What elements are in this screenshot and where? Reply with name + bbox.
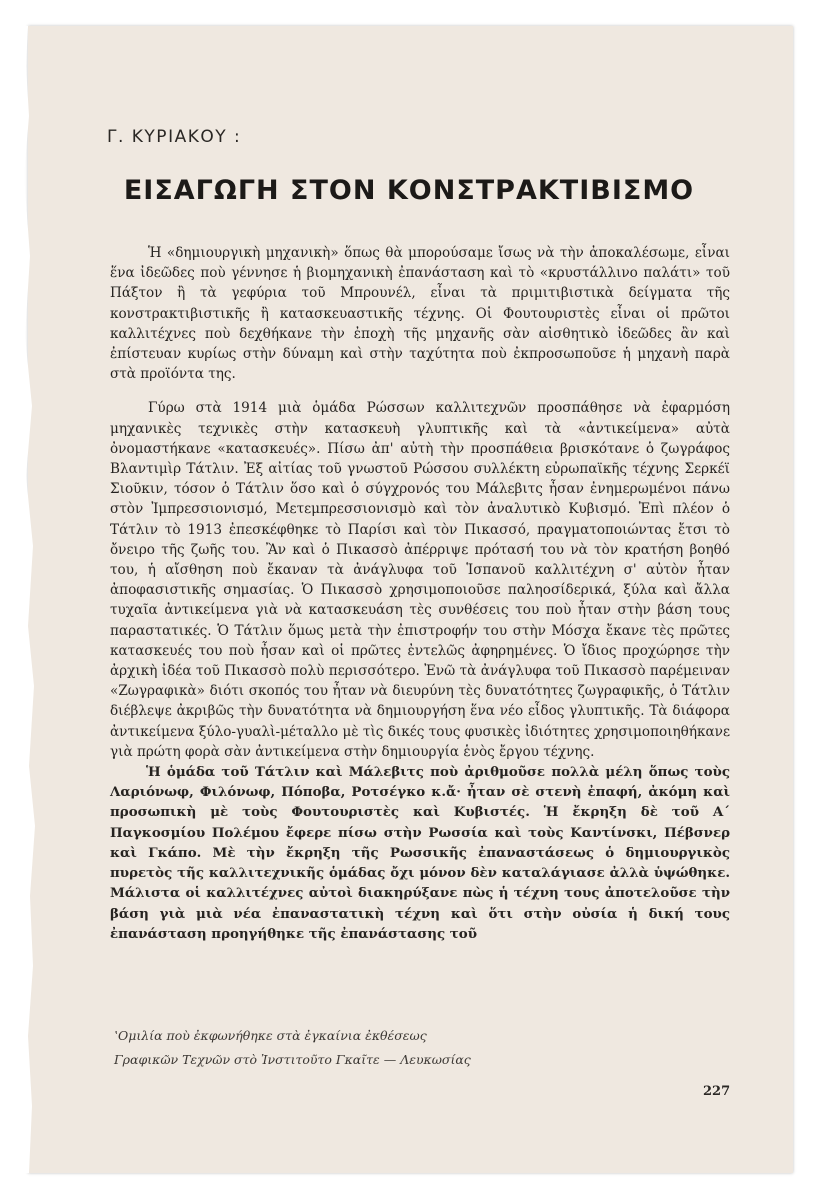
footnote-line: Γραφικῶν Τεχνῶν στὸ Ἰνστιτοῦτο Γκαῖτε — Λευκωσίας [114,1052,471,1067]
author-name: Γ. ΚΥΡΙΑΚΟΥ : [107,127,242,147]
article-body [110,243,730,944]
article-title: ΕΙΣΑΓΩΓΗ ΣΤΟΝ ΚΟΝΣΤΡΑΚΤΙΒΙΣΜΟ [123,175,695,206]
footnote-line: ʽΟμιλία ποὺ ἐκφωνήθηκε στὰ ἐγκαίνια ἐκθέσεως [114,1028,427,1043]
paragraph: Γύρω στὰ 1914 μιὰ ὁμάδα Ρώσσων καλλιτεχνῶν προσπάθησε νὰ ἐφαρμόση μηχανικὲς τεχνικὲς στὴν κατασκευὴ γλυπτικῆς καὶ τὰ «ἀντικείμενα» αὐτὰ ὀνομαστήκανε «κατασκευές». Πίσω ἀπ' αὐτὴ τὴν προσπάθεια βρισκότανε ὁ ζωγράφος Βλαντιμὶρ Τάτλιν. Ἐξ αἰτίας τοῦ γνωστοῦ Ρώσσου συλλέκτη εὐρωπαϊκῆς τέχνης Σερκέϊ Σιοῦκιν, τόσον ὁ Τάτλιν ὅσο καὶ ὁ σύγχρονός του Μάλεβιτς ἦσαν ἐνημερωμένοι πάνω στὸν Ἰμπρεσσιονισμό, Μετεμπρεσσιονισμὸ καὶ τὸν ἀναλυτικὸ Κυβισμό. Ἐπὶ πλέον ὁ Τάτλιν τὸ 1913 ἐπεσκέφθηκε τὸ Παρίσι καὶ τὸν Πικασσό, πραγματοποιώντας ἔτσι τὸ ὄνειρο τῆς ζωῆς του. Ἂν καὶ ὁ Πικασσὸ ἀπέρριψε πρότασή του νὰ τὸν κρατήση βοηθό του, ἡ αἴσθηση ποὺ ἔκαναν τὰ ἀνάγλυφα τοῦ Ἱσπανοῦ καλλιτέχνη σ' αὐτὸν ἦταν ἀποφασιστικῆς σημασίας. Ὁ Πικασσὸ χρησιμοποιοῦσε παληοσίδερικά, ξύλα καὶ ἄλλα τυχαῖα ἀντικείμενα γιὰ νὰ κατασκευάση τὲς συνθέσεις του ποὺ ἦταν στὴν βάση τους παραστατικές. Ὁ Τάτλιν ὅμως μετὰ τὴν ἐπιστροφήν του στὴν Μόσχα ἔκανε τὲς πρῶτες κατασκευές του ποὺ ἦσαν καὶ οἱ πρῶτες ἐντελῶς ἀφηρημένες. Ὁ ἴδιος προχώρησε τὴν ἀρχικὴ ἰδέα τοῦ Πικασσὸ πολὺ περισσότερο. Ἐνῶ τὰ ἀνάγλυφα τοῦ Πικασσὸ παρέμειναν «Ζωγραφικὰ» διότι σκοπός του ἦταν νὰ διευρύνη τὲς δυνατότητες ζωγραφικῆς, ὁ Τάτλιν διέβλεψε ἀκριβῶς τὴν δυνατότητα νὰ δημιουργήση ἕνα νέο εἶδος γλυπτικῆς. Τὰ διάφορα ἀντικείμενα ξύλο-γυαλὶ-μέταλλο μὲ τὶς δικές τους φυσικὲς ἰδιότητες χρησιμοποιηθήκανε γιὰ πρώτη φορὰ σὰν ἀντικείμενα στὴν δημιουργία ἑνὸς ἔργου τέχνης. [110,400,730,760]
page-number: 227 [703,1084,731,1099]
footnote [114,1024,714,1072]
paragraph: Ἡ ὁμάδα τοῦ Τάτλιν καὶ Μάλεβιτς ποὺ ἀριθμοῦσε πολλὰ μέλη ὅπως τοὺς Λαριόνωφ, Φιλόνωφ, Πόποβα, Ροτσέγκο κ.ἄ· ἦταν σὲ στενὴ ἐπαφή, ἀκόμη καὶ προσωπικὴ μὲ τοὺς Φουτουριστὲς καὶ Κυβιστές. Ἡ ἔκρηξη δὲ τοῦ Α΄ Παγκοσμίου Πολέμου ἔφερε πίσω στὴν Ρωσσία καὶ τοὺς Καντίνσκι, Πέβσνερ καὶ Γκάπο. Μὲ τὴν ἔκρηξη τῆς Ρωσσικῆς ἐπαναστάσεως ὁ δημιουργικὸς πυρετὸς τῆς καλλιτεχνικῆς ὁμάδας ὄχι μόνον δὲν καταλάγιασε ἀλλὰ ὑψώθηκε. Μάλιστα οἱ καλλιτέχνες αὐτοὶ διακηρύξανε πὼς ἡ τέχνη τους ἀποτελοῦσε τὴν βάση γιὰ μιὰ νέα ἐπαναστατικὴ τέχνη καὶ ὅτι στὴν οὐσία ἡ δική τους ἐπανάσταση προηγήθηκε τῆς ἐπανάστασης τοῦ [110,764,730,942]
paragraph: Ἡ «δημιουργικὴ μηχανικὴ» ὅπως θὰ μπορούσαμε ἴσως νὰ τὴν ἀποκαλέσωμε, εἶναι ἕνα ἰδεῶδες ποὺ γέννησε ἡ βιομηχανικὴ ἐπανάσταση καὶ τὸ «κρυστάλλινο παλάτι» τοῦ Πάξτον ἢ τὰ γεφύρια τοῦ Μπρουνέλ, εἶναι τὰ πριμιτιβιστικὰ δείγματα τῆς κονστρακτιβιστικῆς ἢ κατασκευαστικῆς τέχνης. Οἱ Φουτουριστὲς εἶναι οἱ πρῶτοι καλλιτέχνες ποὺ δεχθήκανε τὴν ἐποχὴ τῆς μηχανῆς σὰν αἰσθητικὸ ἰδεῶδες ἂν καὶ ἐπίστευαν κυρίως στὴν δύναμη καὶ στὴν ταχύτητα ποὺ ἐκπροσωποῦσε ἡ μηχανὴ παρὰ στὰ προϊόντα της. [110,245,730,383]
